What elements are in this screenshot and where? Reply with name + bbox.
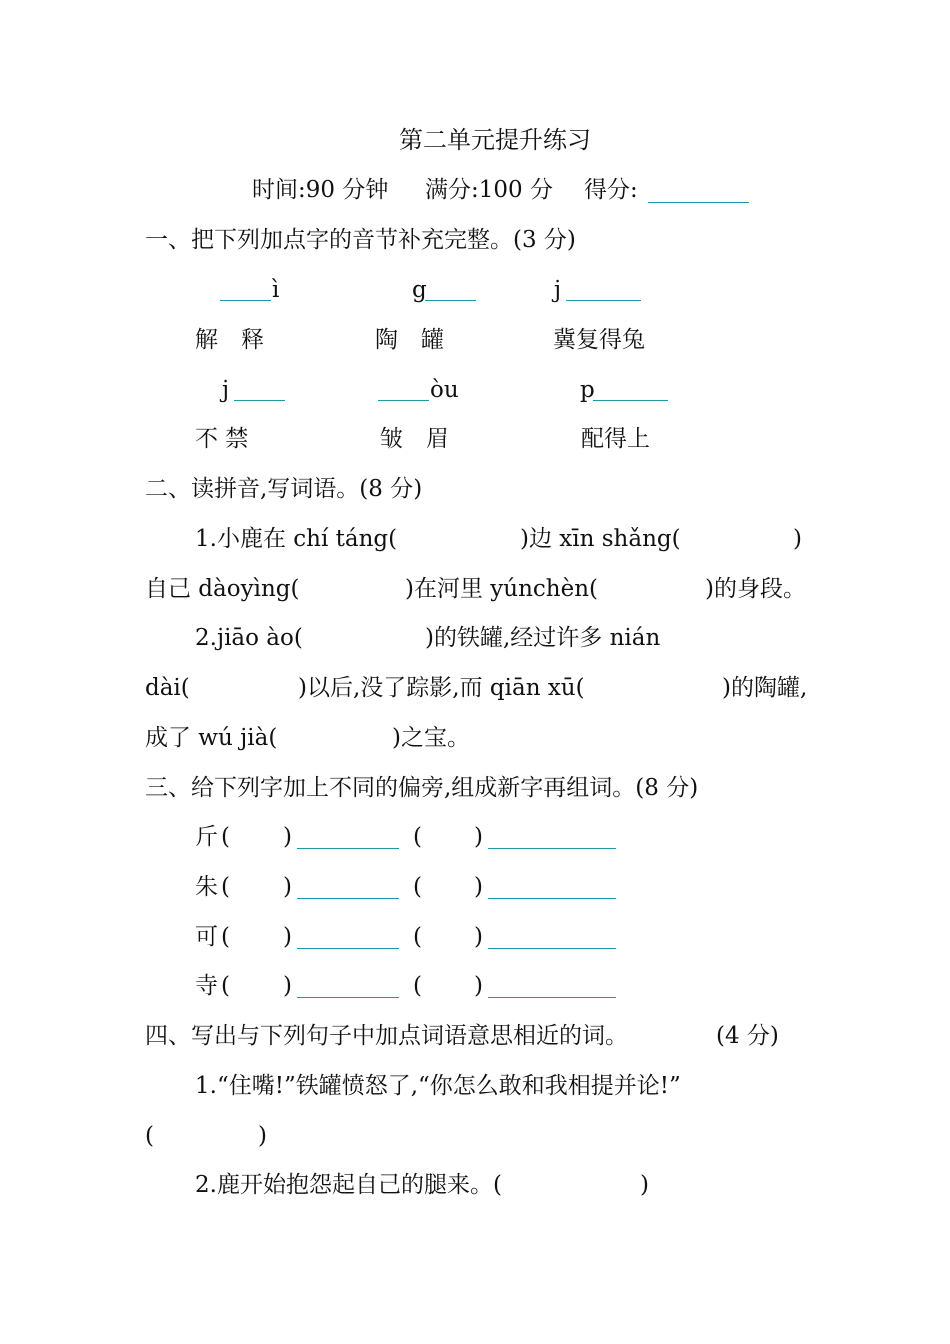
paren-open: (: [413, 924, 422, 950]
paren-close: ): [283, 824, 292, 850]
pinyin-blank-5[interactable]: [378, 400, 429, 401]
word-blank[interactable]: [297, 948, 399, 949]
paren-open: (: [221, 973, 230, 999]
full-score-info: 满分:100 分: [425, 177, 553, 203]
pinyin-hint-1: ì: [272, 277, 280, 303]
s2-line4-c: )的陶罐,: [722, 675, 808, 701]
paren-open: (: [221, 874, 230, 900]
s4-q1-close: ): [258, 1123, 267, 1149]
s2-line5-a: 成了 wú jià(: [145, 725, 278, 751]
pinyin-hint-3: j: [554, 277, 562, 303]
s4-question-2: 2.鹿开始抱怨起自己的腿来。(: [195, 1172, 502, 1198]
s4-q2-close: ): [640, 1172, 649, 1198]
word-5: 皱 眉: [380, 426, 449, 452]
time-info: 时间:90 分钟: [252, 177, 389, 203]
pinyin-blank-2[interactable]: [425, 300, 476, 301]
paren-close: ): [283, 874, 292, 900]
paren-open: (: [413, 874, 422, 900]
paren-open: (: [413, 824, 422, 850]
pinyin-blank-3[interactable]: [566, 300, 641, 301]
pinyin-blank-4[interactable]: [234, 400, 285, 401]
base-char-3: 可: [195, 924, 218, 950]
s2-line2-b: )在河里 yúnchèn(: [405, 576, 598, 602]
s2-line5-b: )之宝。: [392, 725, 470, 751]
word-blank[interactable]: [488, 997, 616, 998]
pinyin-hint-5: òu: [430, 377, 459, 403]
section-4-points: (4 分): [716, 1023, 779, 1049]
word-4: 不 禁: [195, 426, 249, 452]
pinyin-hint-6: p: [580, 377, 595, 403]
paren-close: ): [474, 824, 483, 850]
paren-open: (: [221, 924, 230, 950]
s2-line1-c: ): [793, 526, 802, 552]
s2-line2-c: )的身段。: [705, 576, 806, 602]
paren-close: ): [474, 924, 483, 950]
pinyin-blank-1[interactable]: [220, 300, 271, 301]
word-blank[interactable]: [488, 848, 616, 849]
paren-close: ): [474, 973, 483, 999]
section-3-heading: 三、给下列字加上不同的偏旁,组成新字再组词。(8 分): [145, 775, 699, 801]
paren-close: ): [283, 973, 292, 999]
s2-line3-a: 2.jiāo ào(: [195, 625, 303, 651]
s2-line3-b: )的铁罐,经过许多 nián: [425, 625, 661, 651]
s4-q1-open: (: [145, 1123, 154, 1149]
word-blank[interactable]: [488, 948, 616, 949]
paren-close: ): [283, 924, 292, 950]
word-blank[interactable]: [297, 898, 399, 899]
pinyin-blank-6[interactable]: [593, 400, 668, 401]
paren-open: (: [221, 824, 230, 850]
s2-line4-b: )以后,没了踪影,而 qiān xū(: [298, 675, 585, 701]
s2-line1-b: )边 xīn shǎng(: [520, 526, 681, 552]
paren-open: (: [413, 973, 422, 999]
pinyin-hint-2: g: [412, 277, 427, 303]
base-char-4: 寺: [195, 973, 218, 999]
paren-close: ): [474, 874, 483, 900]
word-6: 配得上: [581, 426, 650, 452]
s2-line4-a: dài(: [145, 675, 190, 701]
section-2-heading: 二、读拼音,写词语。(8 分): [145, 476, 423, 502]
base-char-2: 朱: [195, 874, 218, 900]
s2-line2-a: 自己 dàoyìng(: [145, 576, 300, 602]
s4-question-1: 1.“住嘴!”铁罐愤怒了,“你怎么敢和我相提并论!”: [195, 1073, 681, 1099]
word-1: 解 释: [195, 327, 264, 353]
section-4-heading: 四、写出与下列句子中加点词语意思相近的词。: [145, 1023, 628, 1049]
page-title: 第二单元提升练习: [399, 126, 591, 154]
base-char-1: 斤: [195, 824, 218, 850]
score-blank[interactable]: [648, 202, 749, 203]
section-1-heading: 一、把下列加点字的音节补充完整。(3 分): [145, 227, 576, 253]
pinyin-hint-4: j: [222, 377, 230, 403]
word-blank[interactable]: [488, 898, 616, 899]
word-blank[interactable]: [297, 997, 399, 998]
word-blank[interactable]: [297, 848, 399, 849]
word-2: 陶 罐: [375, 327, 444, 353]
score-label: 得分:: [584, 177, 638, 203]
word-3: 冀复得兔: [553, 327, 645, 353]
s2-line1-a: 1.小鹿在 chí táng(: [195, 526, 398, 552]
